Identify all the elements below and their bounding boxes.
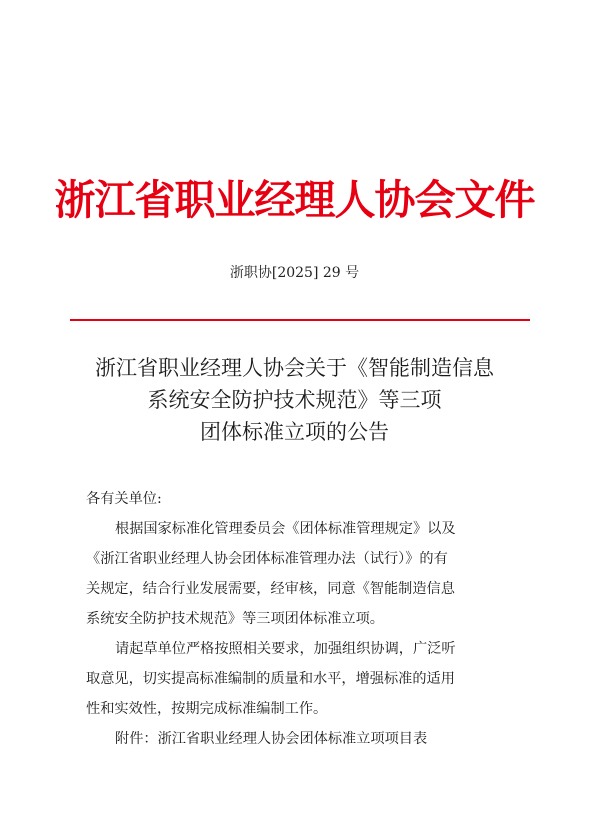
salutation: 各有关单位: bbox=[86, 491, 162, 507]
red-divider-line bbox=[70, 319, 530, 321]
notice-title bbox=[0, 352, 589, 448]
attachment-note: 附件：浙江省职业经理人协会团体标准立项项目表 bbox=[115, 731, 428, 747]
notice-title-line: 系统安全防护技术规范》等三项 bbox=[147, 388, 442, 412]
notice-title-line: 团体标准立项的公告 bbox=[200, 420, 389, 444]
org-letterhead-title: 浙江省职业经理人协会文件 bbox=[54, 176, 535, 224]
notice-title-line: 浙江省职业经理人协会关于《智能制造信息 bbox=[95, 356, 494, 380]
paragraph-line: 系统安全防护技术规范》等三项团体标准立项。 bbox=[86, 611, 384, 627]
paragraph-line: 关规定，结合行业发展需要，经审核，同意《智能制造信息 bbox=[86, 581, 455, 597]
document-number: 浙职协[2025] 29 号 bbox=[229, 265, 360, 281]
paragraph-line: 《浙江省职业经理人协会团体标准管理办法（试行）》的有 bbox=[86, 551, 448, 567]
notice-body bbox=[86, 484, 506, 754]
paragraph-line: 请起草单位严格按照相关要求，加强组织协调，广泛听 bbox=[115, 641, 456, 657]
paragraph-line: 性和实效性，按期完成标准编制工作。 bbox=[86, 701, 328, 717]
paragraph-line: 根据国家标准化管理委员会《团体标准管理规定》以及 bbox=[115, 521, 456, 537]
paragraph-line: 取意见，切实提高标准编制的质量和水平，增强标准的适用 bbox=[86, 671, 455, 687]
